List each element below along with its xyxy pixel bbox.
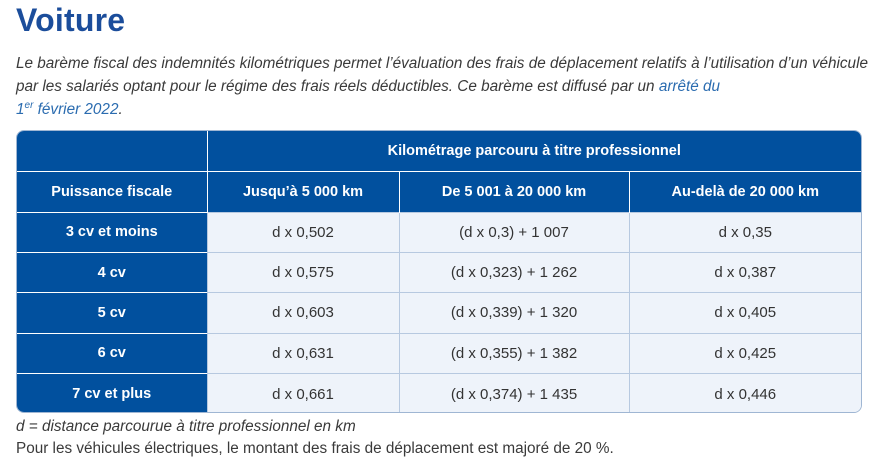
table-cell: d x 0,661: [207, 374, 399, 413]
footnote-electric: Pour les véhicules électriques, le montant des frais de déplacement est majoré de 20 %.: [16, 440, 614, 457]
intro-text: Le barème fiscal des indemnités kilométriques permet l’évaluation des frais de déplacement relatifs à l’utilisation d’un véhicule par les salariés optant pour le régime des frais réels déductibles. Ce barème est diffusé par un: [16, 55, 868, 95]
decree-date-sup: er: [24, 100, 34, 111]
row-header-power: 3 cv et moins: [17, 212, 207, 252]
row-header-power: 7 cv et plus: [17, 374, 207, 413]
table-cell: d x 0,387: [629, 252, 861, 292]
group-header: Kilométrage parcouru à titre professionnel: [207, 131, 861, 171]
table-cell: (d x 0,339) + 1 320: [399, 293, 629, 333]
col-header-5001-20000: De 5 001 à 20 000 km: [399, 171, 629, 212]
table-row: [17, 333, 861, 373]
row-header-power: 6 cv: [17, 333, 207, 373]
table-cell: (d x 0,3) + 1 007: [399, 212, 629, 252]
table-cell: d x 0,446: [629, 374, 861, 413]
table-cell: d x 0,425: [629, 333, 861, 373]
table-row: [17, 374, 861, 413]
footnote-definition: d = distance parcourue à titre professionnel en km: [16, 418, 356, 435]
decree-link-text: arrêté du: [658, 78, 721, 95]
table-cell: d x 0,603: [207, 293, 399, 333]
decree-date-rest: février 2022: [33, 101, 119, 118]
table-row: [17, 293, 861, 333]
page-title: Voiture: [16, 2, 126, 38]
table-cell: d x 0,35: [629, 212, 861, 252]
intro-end: .: [118, 101, 123, 118]
table-corner: [17, 131, 207, 171]
decree-date-day: 1: [16, 101, 25, 118]
table-row: [17, 252, 861, 292]
table-cell: d x 0,502: [207, 212, 399, 252]
intro-paragraph: [16, 52, 876, 121]
table-cell: d x 0,575: [207, 252, 399, 292]
col-header-over-20000: Au-delà de 20 000 km: [629, 171, 861, 212]
col-header-power: Puissance fiscale: [17, 171, 207, 212]
table-cell: (d x 0,323) + 1 262: [399, 252, 629, 292]
row-header-power: 5 cv: [17, 293, 207, 333]
table-cell: d x 0,405: [629, 293, 861, 333]
col-header-up-to-5000: Jusqu’à 5 000 km: [207, 171, 399, 212]
row-header-power: 4 cv: [17, 252, 207, 292]
mileage-table: [16, 130, 862, 413]
table-cell: (d x 0,355) + 1 382: [399, 333, 629, 373]
table-cell: d x 0,631: [207, 333, 399, 373]
table-cell: (d x 0,374) + 1 435: [399, 374, 629, 413]
table-row: [17, 212, 861, 252]
